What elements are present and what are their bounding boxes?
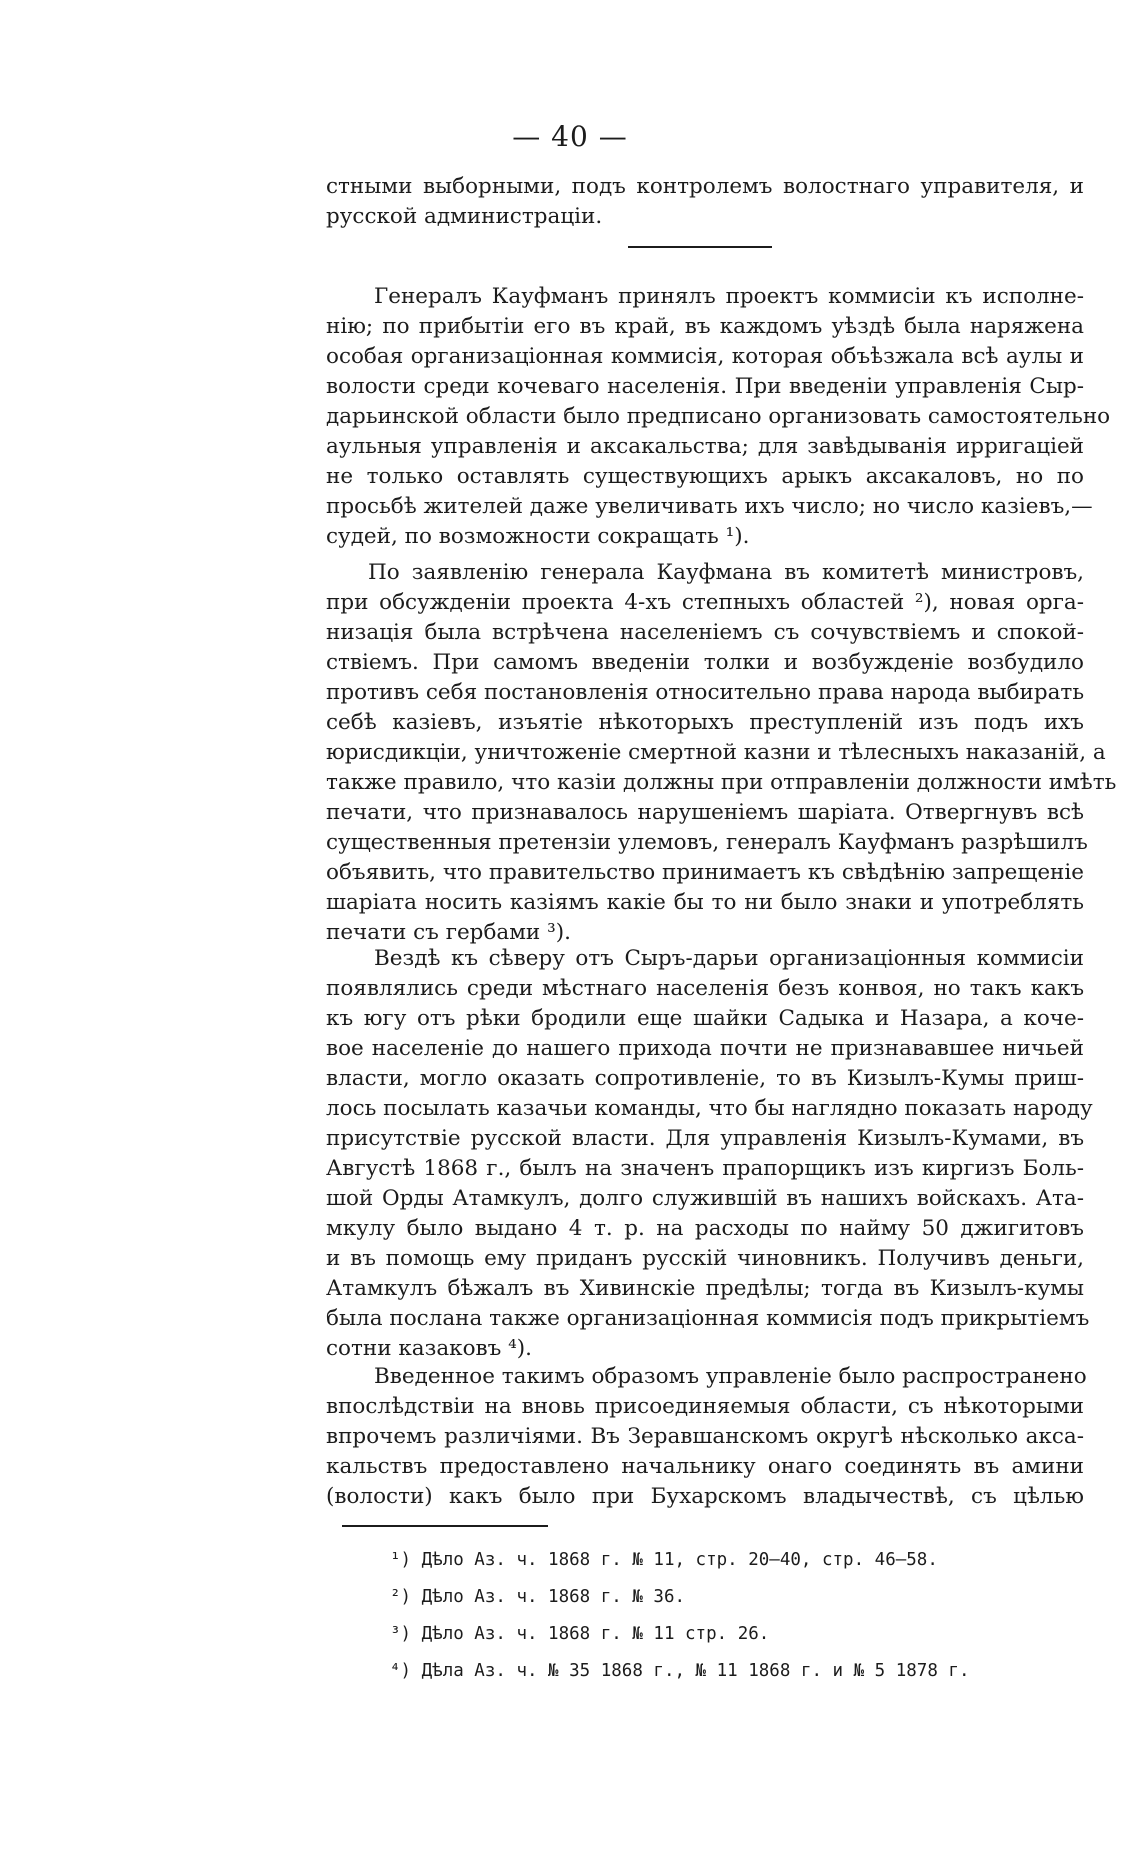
text-line: Августѣ 1868 г., былъ на значенъ прапорщикъ изъ киргизъ Боль- — [326, 1156, 1084, 1181]
footnote-text: Дѣло Аз. ч. 1868 г. № 11 стр. 26. — [421, 1624, 770, 1644]
footnote-text: Дѣло Аз. ч. 1868 г. № 11, стр. 20—40, стр. 46—58. — [421, 1550, 938, 1570]
text-line: ствіемъ. При самомъ введеніи толки и возбужденіе возбудило — [326, 650, 1084, 675]
paragraph-3 — [326, 944, 1093, 1364]
paragraph-1 — [326, 282, 1111, 552]
text-line: печати, что признавалось нарушеніемъ шаріата. Отвергнувъ всѣ — [326, 800, 1084, 825]
text-line: судей, по возможности сокращать ¹). — [326, 524, 750, 549]
text-line: появлялись среди мѣстнаго населенія безъ конвоя, но такъ какъ — [326, 976, 1084, 1001]
text-line: также правило, что казіи должны при отправленіи должности имѣть — [326, 770, 1117, 795]
paragraph-2 — [326, 558, 1117, 948]
text-line: впрочемъ различіями. Въ Зеравшанскомъ округѣ нѣсколько акса- — [326, 1424, 1084, 1449]
text-line: стными выборными, подъ контролемъ волостнаго управителя, и — [326, 174, 1084, 199]
text-line: просьбѣ жителей даже увеличивать ихъ число; но число казіевъ,— — [326, 494, 1093, 519]
text-line: кальствъ предоставлено начальнику онаго соединять въ амини — [326, 1454, 1084, 1479]
paragraph-4 — [326, 1362, 1087, 1512]
footnote-text: Дѣло Аз. ч. 1868 г. № 36. — [421, 1587, 686, 1607]
text-line: власти, могло оказать сопротивленіе, то въ Кизылъ-Кумы приш- — [326, 1066, 1084, 1091]
footnote — [390, 1579, 1090, 1616]
text-line: Атамкулъ бѣжалъ въ Хивинскіе предѣлы; тогда въ Кизылъ-кумы — [326, 1276, 1084, 1301]
text-line: не только оставлять существующихъ арыкъ аксакаловъ, но по — [326, 464, 1084, 489]
text-line: лось посылать казачьи команды, что бы наглядно показать народу — [326, 1096, 1093, 1121]
footnote — [390, 1653, 1090, 1690]
text-line: себѣ казіевъ, изъятіе нѣкоторыхъ преступленій изъ подъ ихъ — [326, 710, 1084, 735]
section-separator — [628, 246, 772, 248]
text-line: печати съ гербами ³). — [326, 920, 571, 945]
text-line: волости среди кочеваго населенія. При введеніи управленія Сыр- — [326, 374, 1084, 399]
text-line: Вездѣ къ сѣверу отъ Сыръ-дарьи организаціонныя коммисіи — [374, 946, 1084, 971]
text-line: была послана также организаціонная коммисія подъ прикрытіемъ — [326, 1306, 1090, 1331]
footnote-text: Дѣла Аз. ч. № 35 1868 г., № 11 1868 г. и № 5 1878 г. — [421, 1661, 970, 1681]
text-line: противъ себя постановленія относительно права народа выбирать — [326, 680, 1085, 705]
page-number: — 40 — — [512, 120, 628, 153]
text-line: къ югу отъ рѣки бродили еще шайки Садыка и Назара, а коче- — [326, 1006, 1084, 1031]
footnote-mark: ⁴) — [390, 1661, 412, 1681]
text-line: мкулу было выдано 4 т. р. на расходы по найму 50 джигитовъ — [326, 1216, 1084, 1241]
text-line: (волости) какъ было при Бухарскомъ владычествѣ, съ цѣлью — [326, 1484, 1084, 1509]
footnote-mark: ¹) — [390, 1550, 412, 1570]
text-line: нію; по прибытіи его въ край, въ каждомъ уѣздѣ была наряжена — [326, 314, 1084, 339]
footnote-rule — [342, 1525, 548, 1527]
text-line: и въ помощь ему приданъ русскій чиновникъ. Получивъ деньги, — [326, 1246, 1084, 1271]
text-line: вое населеніе до нашего прихода почти не признававшее ничьей — [326, 1036, 1084, 1061]
footnotes — [390, 1542, 1090, 1690]
footnote-mark: ²) — [390, 1587, 412, 1607]
text-line: впослѣдствіи на вновь присоединяемыя области, съ нѣкоторыми — [326, 1394, 1084, 1419]
text-line: дарьинской области было предписано организовать самостоятельно — [326, 404, 1111, 429]
text-line: Введенное такимъ образомъ управленіе было распространено — [374, 1364, 1087, 1389]
footnote — [390, 1616, 1090, 1653]
text-line: особая организаціонная коммисія, которая объѣзжала всѣ аулы и — [326, 344, 1084, 369]
text-line: шой Орды Атамкулъ, долго служившій въ нашихъ войскахъ. Ата- — [326, 1186, 1084, 1211]
footnote-mark: ³) — [390, 1624, 412, 1644]
text-line: объявить, что правительство принимаетъ къ свѣдѣнію запрещеніе — [326, 860, 1084, 885]
text-line: шаріата носить казіямъ какіе бы то ни было знаки и употреблять — [326, 890, 1084, 915]
text-line: низація была встрѣчена населеніемъ съ сочувствіемъ и спокой- — [326, 620, 1084, 645]
intro-text — [326, 172, 1084, 232]
text-line: присутствіе русской власти. Для управленія Кизылъ-Кумами, въ — [326, 1126, 1084, 1151]
text-line: юрисдикціи, уничтоженіе смертной казни и тѣлесныхъ наказаній, а — [326, 740, 1106, 765]
text-line: существенныя претензіи улемовъ, генералъ Кауфманъ разрѣшилъ — [326, 830, 1088, 855]
text-line: сотни казаковъ ⁴). — [326, 1336, 533, 1361]
text-line: русской администраціи. — [326, 204, 603, 229]
text-line: Генералъ Кауфманъ принялъ проектъ коммисіи къ исполне- — [374, 284, 1084, 309]
footnote — [390, 1542, 1090, 1579]
text-line: аульныя управленія и аксакальства; для завѣдыванія ирригаціей — [326, 434, 1084, 459]
text-line: при обсужденіи проекта 4-хъ степныхъ областей ²), новая орга- — [326, 590, 1084, 615]
text-line: По заявленію генерала Кауфмана въ комитетѣ министровъ, — [368, 560, 1084, 585]
